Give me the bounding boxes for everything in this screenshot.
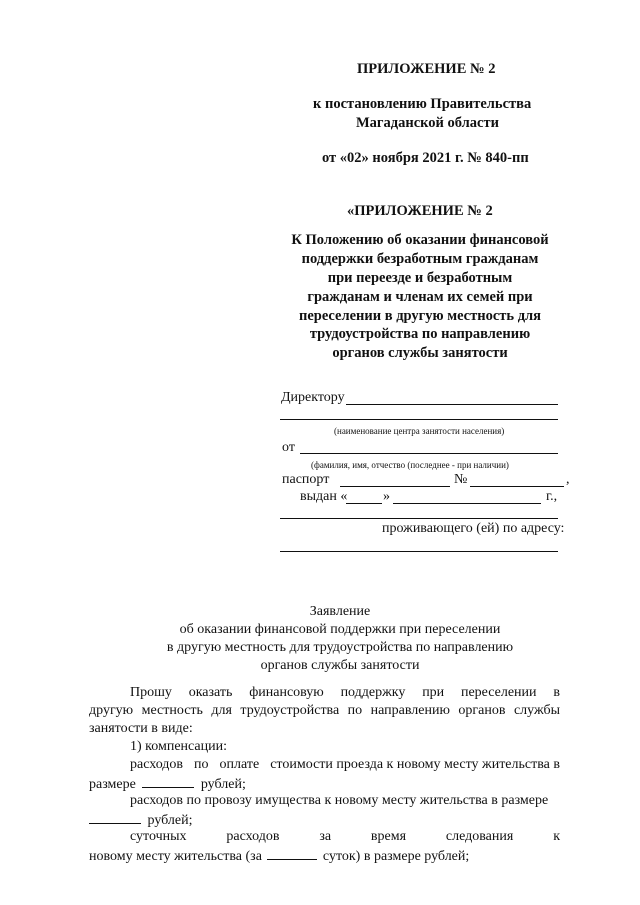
body-line <box>130 685 560 701</box>
travel-amount-field[interactable] <box>142 775 194 788</box>
date-line: от «02» ноября 2021 г. № 840-пп <box>322 150 529 166</box>
list-item-compensation: 1) компенсации: <box>130 739 228 754</box>
word: другую <box>89 703 134 718</box>
body-line <box>89 847 469 865</box>
region-line: Магаданской области <box>356 115 499 131</box>
word: суточных <box>130 829 187 844</box>
word: по <box>194 757 209 772</box>
passport-number-field[interactable] <box>470 486 564 487</box>
body-line: занятости в виде: <box>89 721 193 736</box>
word: новому месту жительства (за <box>89 849 262 864</box>
word: размере <box>89 777 136 792</box>
body-line <box>130 757 560 773</box>
number-sign: № <box>454 472 468 487</box>
body-line <box>89 775 246 793</box>
body-line: расходов по провозу имущества к новому месту жительства в размере <box>130 793 549 808</box>
word: Прошу <box>130 685 172 700</box>
sub-header-line: трудоустройства по направлению <box>309 326 531 342</box>
word: расходов <box>130 757 184 772</box>
word: рублей; <box>147 813 193 828</box>
sub-header-line: гражданам и членам их семей при <box>307 289 533 305</box>
word: стоимости проезда к новому месту жительства в <box>270 757 560 772</box>
word: расходов <box>226 829 280 844</box>
word: за <box>319 829 332 844</box>
center-caption: (наименование центра занятости населения) <box>334 426 505 436</box>
word: оплате <box>219 757 260 772</box>
word: поддержку <box>340 685 406 700</box>
word: финансовую <box>249 685 324 700</box>
word: для <box>211 703 232 718</box>
days-field[interactable] <box>267 847 317 860</box>
name-caption: (фамилия, имя, отчество (последнее - при наличии) <box>311 460 509 470</box>
word: местность <box>141 703 203 718</box>
sub-header-line: К Положению об оказании финансовой <box>291 232 549 248</box>
body-line <box>89 703 560 719</box>
sub-header-line: органов службы занятости <box>332 345 508 361</box>
issued-month-field[interactable] <box>393 503 541 504</box>
word: службы <box>513 703 560 718</box>
director-field[interactable] <box>346 404 558 405</box>
issued-label: выдан « <box>300 489 348 504</box>
baggage-amount-field[interactable] <box>89 811 141 824</box>
statement-title-line: в другую местность для трудоустройства по направлению <box>166 640 514 655</box>
word: оказать <box>188 685 233 700</box>
from-label: от <box>282 440 295 455</box>
comma: , <box>566 472 570 487</box>
word: рублей; <box>200 777 246 792</box>
sub-header-line: переселении в другую местность для <box>298 308 542 324</box>
body-line <box>130 829 560 845</box>
year-label: г., <box>546 489 558 504</box>
sub-header-line: поддержки безработным гражданам <box>301 251 539 267</box>
applicant-name-field[interactable] <box>300 453 558 454</box>
word: в <box>553 685 560 700</box>
word: суток) в размере рублей; <box>322 849 470 864</box>
resolution-line: к постановлению Правительства <box>313 96 532 112</box>
director-label: Директору <box>281 390 345 405</box>
word: следования <box>445 829 514 844</box>
residing-label: проживающего (ей) по адресу: <box>382 521 565 536</box>
statement-title-line: органов службы занятости <box>260 658 420 673</box>
word: при <box>422 685 445 700</box>
passport-label: паспорт <box>282 472 330 487</box>
statement-title-line: об оказании финансовой поддержки при переселении <box>179 622 501 637</box>
word: трудоустройства <box>240 703 340 718</box>
word: к <box>553 829 560 844</box>
body-line <box>89 811 193 829</box>
statement-title: Заявление <box>309 604 371 619</box>
issued-day-field[interactable] <box>346 503 382 504</box>
issued-by-field[interactable] <box>280 518 558 519</box>
address-field[interactable] <box>280 551 558 552</box>
sub-appendix-title: «ПРИЛОЖЕНИЕ № 2 <box>347 203 493 219</box>
word: органов <box>458 703 506 718</box>
sub-header-line: при переезде и безработным <box>327 270 513 286</box>
appendix-title: ПРИЛОЖЕНИЕ № 2 <box>357 61 496 77</box>
center-name-field[interactable] <box>280 419 558 420</box>
word: переселении <box>460 685 537 700</box>
word: по <box>347 703 363 718</box>
issued-quote: » <box>383 489 390 504</box>
word: направлению <box>370 703 450 718</box>
passport-series-field[interactable] <box>340 486 450 487</box>
word: время <box>370 829 407 844</box>
